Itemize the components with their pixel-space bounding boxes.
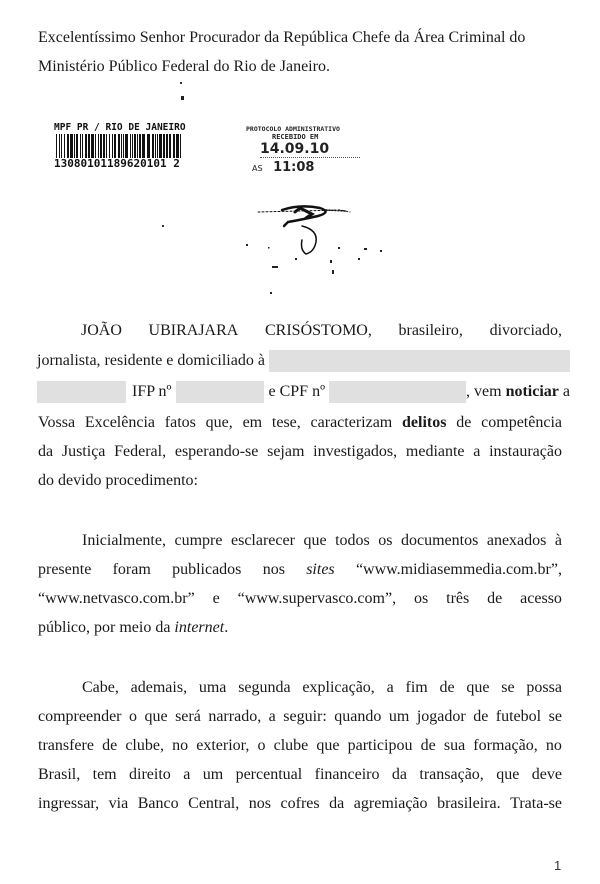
- word: financeiro: [314, 766, 380, 783]
- italic-sites: sites: [306, 561, 335, 578]
- word: três: [446, 590, 470, 607]
- word: fim: [405, 679, 428, 696]
- p2-line-2: [38, 560, 562, 580]
- url-netvasco: “www.netvasco.com.br”: [38, 590, 195, 607]
- barcode-bar: [82, 134, 83, 158]
- p3-line-4: [38, 765, 562, 785]
- p1-line-6: do devido procedimento:: [38, 472, 198, 489]
- word: que: [303, 532, 327, 549]
- word: transfere: [38, 737, 94, 754]
- word: acesso: [520, 590, 562, 607]
- page-number: 1: [554, 858, 562, 873]
- barcode-bar: [67, 134, 69, 158]
- barcode-bar: [70, 134, 73, 158]
- ifp-label: IFP nº: [132, 383, 172, 400]
- word: clube,: [125, 737, 164, 754]
- word: presente: [38, 561, 92, 578]
- word: de: [456, 414, 472, 431]
- word: nos: [262, 561, 285, 578]
- addressee-line-2: Ministério Público Federal do Rio de Janeiro.: [38, 58, 330, 75]
- barcode-bar: [180, 134, 181, 158]
- barcode-bar: [159, 134, 162, 158]
- word: clube: [273, 737, 309, 754]
- word: ademais,: [130, 679, 188, 696]
- barcode-stamp: [54, 123, 204, 175]
- word: quando: [334, 708, 382, 725]
- word: via: [108, 795, 129, 812]
- p2-line-1: [38, 531, 562, 551]
- scan-speck: [162, 225, 164, 227]
- barcode-bar: [173, 134, 175, 158]
- barcode-bar: [123, 134, 124, 158]
- word: tese,: [271, 414, 301, 431]
- word: no: [172, 737, 189, 754]
- word: em: [242, 414, 263, 431]
- word: competência: [481, 414, 562, 431]
- word: de: [420, 737, 436, 754]
- word: um: [202, 766, 224, 783]
- p1-line-4: [38, 413, 562, 433]
- barcode-bar: [132, 134, 133, 158]
- word: no: [545, 737, 562, 754]
- word: direito: [129, 766, 171, 783]
- text: , vem: [466, 383, 506, 400]
- url-supervasco: “www.supervasco.com”,: [237, 590, 397, 607]
- word: os: [378, 532, 393, 549]
- word: instauração: [489, 443, 562, 460]
- barcode-bar: [118, 134, 120, 158]
- bold-noticiar: noticiar: [505, 383, 559, 400]
- word: que: [316, 737, 340, 754]
- word: Justiça: [61, 443, 106, 460]
- barcode-bar: [109, 134, 110, 158]
- redacted-address: [269, 350, 570, 372]
- text: .: [224, 619, 229, 636]
- barcode-bar: [157, 134, 158, 158]
- barcode-bar: [134, 134, 136, 158]
- word: à: [554, 532, 562, 549]
- text: a: [558, 383, 570, 400]
- word: esclarecer: [230, 532, 295, 549]
- barcode-number: 13080101189620101 2: [54, 157, 180, 170]
- word: de: [473, 708, 489, 725]
- word: a: [183, 766, 191, 783]
- word: o: [129, 708, 137, 725]
- word: seguir:: [283, 708, 327, 725]
- word: segunda: [238, 679, 291, 696]
- protocol-time-value: 11:08: [273, 160, 315, 175]
- scan-speck: [181, 96, 184, 100]
- word: sejam: [267, 443, 305, 460]
- bold-delitos: delitos: [402, 414, 447, 431]
- barcode-bar: [166, 134, 168, 158]
- barcode-bar: [56, 134, 57, 158]
- barcode-bar: [106, 134, 107, 158]
- protocol-date-value: 14.09.10: [260, 141, 330, 157]
- word: um: [388, 708, 410, 725]
- word: investigados,: [313, 443, 398, 460]
- p2-line-4: [38, 618, 562, 638]
- addressee-line-1: Excelentíssimo Senhor Procurador da República Chefe da Área Criminal do: [38, 29, 526, 46]
- word: Inicialmente,: [82, 532, 166, 549]
- word: Trata-se: [510, 795, 562, 812]
- address-label: jornalista, residente e domiciliado à: [37, 352, 265, 369]
- word: que: [144, 708, 168, 725]
- word: JOÃO: [81, 322, 122, 339]
- barcode-bar: [152, 134, 154, 158]
- barcode-bar: [112, 134, 113, 158]
- word: os: [413, 590, 429, 607]
- barcode-bar: [147, 134, 150, 158]
- barcode-bar: [88, 134, 90, 158]
- p3-line-5: [38, 794, 562, 814]
- word: a: [386, 679, 394, 696]
- word: que,: [205, 414, 233, 431]
- p3-line-1: [38, 678, 562, 698]
- word: Central,: [188, 795, 240, 812]
- word: jogador: [416, 708, 466, 725]
- barcode-bar: [91, 134, 94, 158]
- p1-line-3-tail: [466, 382, 570, 402]
- word: compreender: [38, 708, 122, 725]
- word: nos: [248, 795, 271, 812]
- word: que: [496, 766, 520, 783]
- word: agremiação: [353, 795, 428, 812]
- protocol-date: [260, 141, 360, 158]
- barcode-bar: [74, 134, 75, 158]
- word: a: [473, 443, 481, 460]
- word: que: [466, 679, 490, 696]
- barcode-bar: [61, 134, 62, 158]
- barcode-bar: [59, 134, 60, 158]
- scan-speck: [180, 82, 182, 84]
- word: Excelência: [84, 414, 155, 431]
- word: possa: [526, 679, 562, 696]
- word: de: [439, 679, 455, 696]
- protocol-stamp: [246, 125, 396, 195]
- word: Banco: [137, 795, 179, 812]
- word: Federal,: [114, 443, 167, 460]
- redacted-address-cont: [37, 381, 126, 403]
- protocol-title: PROTOCOLO ADMINISTRATIVO: [246, 125, 340, 133]
- word: a: [268, 708, 276, 725]
- barcode-bar: [103, 134, 105, 158]
- word: deve: [531, 766, 562, 783]
- p2-line-3: [38, 589, 562, 609]
- word: caracterizam: [310, 414, 393, 431]
- redacted-ifp: [176, 381, 264, 403]
- barcode-bar: [169, 134, 171, 158]
- barcode-bar: [142, 134, 145, 158]
- word: mediante: [405, 443, 465, 460]
- word: Vossa: [38, 414, 76, 431]
- word: participou: [347, 737, 413, 754]
- word: da: [391, 766, 407, 783]
- barcode-icon: [54, 134, 186, 158]
- word: exterior,: [196, 737, 250, 754]
- protocol-time-prefix: AS: [252, 164, 263, 173]
- word: cumpre: [174, 532, 223, 549]
- barcode-bar: [76, 134, 78, 158]
- protocol-time: [252, 160, 396, 176]
- barcode-bar: [130, 134, 131, 158]
- barcode-bar: [139, 134, 141, 158]
- p1-line-3: [37, 381, 570, 403]
- word: e: [212, 590, 220, 607]
- protocol-received: RECEBIDO EM: [272, 133, 319, 141]
- word: se: [501, 679, 515, 696]
- redacted-cpf: [329, 381, 466, 403]
- barcode-bar: [80, 134, 81, 158]
- word: de: [487, 590, 503, 607]
- word: transação,: [419, 766, 484, 783]
- word: documentos: [401, 532, 479, 549]
- word: narrado,: [208, 708, 262, 725]
- word: da: [329, 795, 345, 812]
- p1-line-5: [38, 442, 562, 462]
- barcode-bar: [155, 134, 156, 158]
- word: esperando-se: [174, 443, 259, 460]
- word: percentual: [235, 766, 303, 783]
- barcode-bar: [125, 134, 128, 158]
- word: divorciado,: [489, 322, 562, 339]
- word: tem: [92, 766, 117, 783]
- word: será: [175, 708, 201, 725]
- word: uma: [198, 679, 227, 696]
- word: ingressar,: [38, 795, 100, 812]
- word: formação,: [473, 737, 538, 754]
- word: CRISÓSTOMO,: [265, 322, 372, 339]
- p1-line-1: [38, 321, 562, 341]
- word: Brasil,: [38, 766, 81, 783]
- barcode-bar: [137, 134, 138, 158]
- word: publicados: [172, 561, 242, 578]
- barcode-label: MPF PR / RIO DE JANEIRO: [54, 122, 186, 133]
- word: futebol: [495, 708, 542, 725]
- signature-scribble: [240, 200, 400, 300]
- barcode-bar: [64, 134, 65, 158]
- word: UBIRAJARA: [148, 322, 239, 339]
- barcode-bar: [95, 134, 96, 158]
- word: foram: [112, 561, 151, 578]
- text: público, por meio da: [38, 619, 175, 636]
- cpf-label: e CPF nº: [268, 383, 326, 400]
- italic-internet: internet: [174, 619, 225, 636]
- word: anexados: [486, 532, 547, 549]
- barcode-bar: [176, 134, 179, 158]
- word: brasileira.: [437, 795, 501, 812]
- word: explicação,: [302, 679, 375, 696]
- word: fatos: [164, 414, 196, 431]
- word: o: [257, 737, 266, 754]
- barcode-bar: [98, 134, 99, 158]
- barcode-bar: [100, 134, 102, 158]
- word: de: [102, 737, 118, 754]
- word: cofres: [280, 795, 320, 812]
- word: brasileiro,: [398, 322, 463, 339]
- barcode-bar: [163, 134, 165, 158]
- barcode-bar: [85, 134, 87, 158]
- word: todos: [335, 532, 370, 549]
- p3-line-2: [38, 707, 562, 727]
- p3-line-3: [38, 736, 562, 756]
- word: Cabe,: [82, 679, 119, 696]
- word: se: [548, 708, 562, 725]
- url-midiasemmedia: “www.midiasemmedia.com.br”,: [355, 561, 562, 578]
- barcode-bar: [121, 134, 122, 158]
- word: sua: [443, 737, 466, 754]
- word: da: [38, 443, 54, 460]
- p1-line-2: [37, 350, 570, 372]
- barcode-bar: [114, 134, 116, 158]
